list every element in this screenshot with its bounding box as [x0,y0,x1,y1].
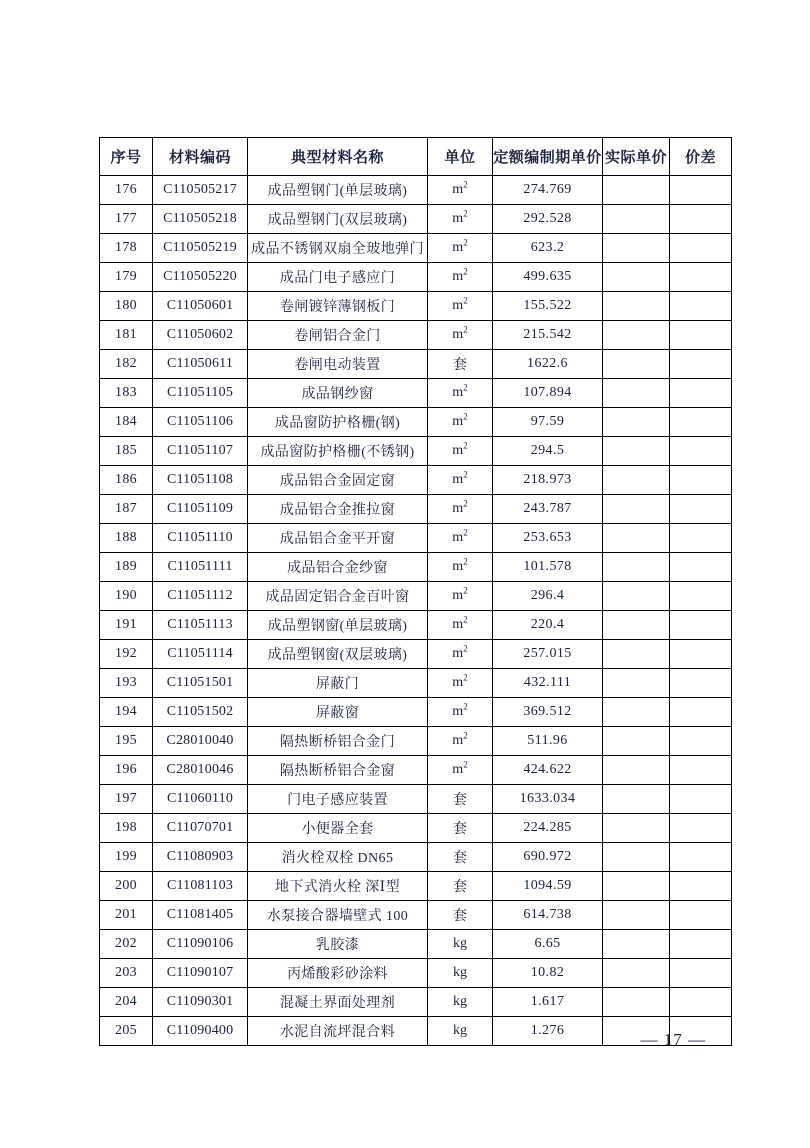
cell-base-price: 1094.59 [493,872,603,901]
cell-price-difference[interactable] [670,669,732,698]
cell-unit: $m^2$ [428,234,493,263]
cell-material-name: 隔热断桥铝合金窗 [248,756,428,785]
column-header-diff: 价差 [670,138,732,176]
table-row [100,495,732,524]
cell-material-code: C110505217 [153,176,248,205]
cell-actual-price[interactable] [603,814,670,843]
cell-actual-price[interactable] [603,495,670,524]
cell-material-name: 成品铝合金推拉窗 [248,495,428,524]
cell-unit: $m^2$ [428,582,493,611]
cell-sequence-number: 187 [100,495,153,524]
table-header [100,138,732,176]
cell-unit: kg [428,988,493,1017]
table-row [100,263,732,292]
cell-sequence-number: 195 [100,727,153,756]
cell-material-code: C28010040 [153,727,248,756]
cell-sequence-number: 197 [100,785,153,814]
cell-sequence-number: 188 [100,524,153,553]
cell-sequence-number: 177 [100,205,153,234]
cell-sequence-number: 202 [100,930,153,959]
cell-base-price: 6.65 [493,930,603,959]
cell-actual-price[interactable] [603,669,670,698]
cell-actual-price[interactable] [603,553,670,582]
cell-unit: $m^2$ [428,292,493,321]
table-row [100,727,732,756]
cell-material-code: C110505218 [153,205,248,234]
cell-price-difference[interactable] [670,292,732,321]
cell-material-name: 成品固定铝合金百叶窗 [248,582,428,611]
cell-base-price: 101.578 [493,553,603,582]
cell-price-difference[interactable] [670,872,732,901]
cell-unit: 套 [428,785,493,814]
table-row [100,872,732,901]
cell-actual-price[interactable] [603,321,670,350]
cell-unit: $m^2$ [428,437,493,466]
cell-material-name: 乳胶漆 [248,930,428,959]
cell-base-price: 369.512 [493,698,603,727]
cell-material-name: 门电子感应装置 [248,785,428,814]
table-row [100,901,732,930]
table-row [100,698,732,727]
cell-sequence-number: 196 [100,756,153,785]
cell-base-price: 1.617 [493,988,603,1017]
cell-price-difference[interactable] [670,466,732,495]
cell-price-difference[interactable] [670,321,732,350]
cell-price-difference[interactable] [670,234,732,263]
cell-base-price: 511.96 [493,727,603,756]
cell-material-code: C11050602 [153,321,248,350]
cell-material-code: C11060110 [153,785,248,814]
cell-sequence-number: 183 [100,379,153,408]
cell-sequence-number: 179 [100,263,153,292]
cell-material-code: C11051110 [153,524,248,553]
cell-unit: $m^2$ [428,466,493,495]
cell-base-price: 107.894 [493,379,603,408]
cell-unit: 套 [428,843,493,872]
cell-price-difference[interactable] [670,843,732,872]
cell-base-price: 623.2 [493,234,603,263]
cell-sequence-number: 186 [100,466,153,495]
cell-actual-price[interactable] [603,408,670,437]
cell-base-price: 614.738 [493,901,603,930]
cell-base-price: 218.973 [493,466,603,495]
table-row [100,408,732,437]
cell-material-name: 成品窗防护格栅(不锈钢) [248,437,428,466]
cell-material-name: 成品塑钢窗(双层玻璃) [248,640,428,669]
cell-actual-price[interactable] [603,785,670,814]
cell-sequence-number: 178 [100,234,153,263]
cell-material-code: C11051109 [153,495,248,524]
table-row [100,176,732,205]
cell-sequence-number: 191 [100,611,153,640]
cell-material-name: 卷闸电动装置 [248,350,428,379]
table-row [100,611,732,640]
cell-material-name: 成品铝合金固定窗 [248,466,428,495]
cell-material-name: 成品铝合金纱窗 [248,553,428,582]
cell-material-code: C11051108 [153,466,248,495]
table-body [100,176,732,1046]
cell-material-name: 成品门电子感应门 [248,263,428,292]
cell-sequence-number: 204 [100,988,153,1017]
cell-material-code: C11070701 [153,814,248,843]
cell-material-name: 成品塑钢门(单层玻璃) [248,176,428,205]
cell-material-name: 丙烯酸彩砂涂料 [248,959,428,988]
cell-unit: kg [428,959,493,988]
cell-base-price: 220.4 [493,611,603,640]
cell-unit: $m^2$ [428,205,493,234]
cell-actual-price[interactable] [603,582,670,611]
table-row [100,379,732,408]
cell-price-difference[interactable] [670,698,732,727]
cell-price-difference[interactable] [670,640,732,669]
cell-material-code: C11051114 [153,640,248,669]
cell-material-code: C11080903 [153,843,248,872]
cell-material-name: 成品钢纱窗 [248,379,428,408]
cell-price-difference[interactable] [670,524,732,553]
cell-sequence-number: 193 [100,669,153,698]
cell-material-code: C11051106 [153,408,248,437]
cell-material-name: 成品塑钢门(双层玻璃) [248,205,428,234]
cell-actual-price[interactable] [603,930,670,959]
cell-base-price: 243.787 [493,495,603,524]
cell-price-difference[interactable] [670,379,732,408]
cell-unit: $m^2$ [428,495,493,524]
cell-sequence-number: 200 [100,872,153,901]
table-row [100,205,732,234]
cell-sequence-number: 189 [100,553,153,582]
cell-price-difference[interactable] [670,785,732,814]
cell-actual-price[interactable] [603,959,670,988]
cell-unit: 套 [428,872,493,901]
cell-material-name: 水泵接合器墙壁式 100 [248,901,428,930]
cell-base-price: 499.635 [493,263,603,292]
cell-actual-price[interactable] [603,988,670,1017]
cell-price-difference[interactable] [670,553,732,582]
cell-sequence-number: 184 [100,408,153,437]
cell-actual-price[interactable] [603,727,670,756]
cell-unit: $m^2$ [428,263,493,292]
cell-actual-price[interactable] [603,292,670,321]
page-number: — 17 — [640,1030,706,1049]
cell-sequence-number: 192 [100,640,153,669]
table-row [100,582,732,611]
material-price-table-container [99,137,716,1046]
cell-actual-price[interactable] [603,872,670,901]
cell-material-name: 消火栓双栓 DN65 [248,843,428,872]
cell-material-code: C11081103 [153,872,248,901]
cell-unit: kg [428,930,493,959]
table-row [100,988,732,1017]
cell-material-code: C11051501 [153,669,248,698]
cell-actual-price[interactable] [603,379,670,408]
cell-base-price: 257.015 [493,640,603,669]
cell-sequence-number: 205 [100,1017,153,1046]
cell-unit: $m^2$ [428,756,493,785]
cell-material-name: 卷闸镀锌薄钢板门 [248,292,428,321]
cell-sequence-number: 181 [100,321,153,350]
cell-base-price: 97.59 [493,408,603,437]
cell-price-difference[interactable] [670,495,732,524]
cell-sequence-number: 203 [100,959,153,988]
cell-unit: kg [428,1017,493,1046]
cell-price-difference[interactable] [670,205,732,234]
table-row [100,437,732,466]
table-row [100,930,732,959]
cell-price-difference[interactable] [670,408,732,437]
cell-material-name: 卷闸铝合金门 [248,321,428,350]
cell-unit: $m^2$ [428,640,493,669]
cell-price-difference[interactable] [670,814,732,843]
cell-material-name: 水泥自流坪混合料 [248,1017,428,1046]
cell-unit: 套 [428,814,493,843]
cell-sequence-number: 190 [100,582,153,611]
cell-unit: $m^2$ [428,524,493,553]
table-row [100,1017,732,1046]
cell-material-name: 成品窗防护格栅(钢) [248,408,428,437]
cell-price-difference[interactable] [670,756,732,785]
cell-unit: $m^2$ [428,408,493,437]
cell-material-code: C11050601 [153,292,248,321]
cell-material-name: 隔热断桥铝合金门 [248,727,428,756]
table-row [100,321,732,350]
cell-base-price: 690.972 [493,843,603,872]
column-header-name: 典型材料名称 [248,138,428,176]
cell-actual-price[interactable] [603,263,670,292]
table-row [100,669,732,698]
cell-material-name: 地下式消火栓 深Ⅰ型 [248,872,428,901]
table-row [100,553,732,582]
cell-price-difference[interactable] [670,611,732,640]
column-header-code: 材料编码 [153,138,248,176]
cell-material-name: 成品铝合金平开窗 [248,524,428,553]
cell-base-price: 294.5 [493,437,603,466]
cell-base-price: 274.769 [493,176,603,205]
cell-material-name: 成品塑钢窗(单层玻璃) [248,611,428,640]
cell-base-price: 10.82 [493,959,603,988]
cell-base-price: 1.276 [493,1017,603,1046]
table-row [100,292,732,321]
cell-material-code: C11081405 [153,901,248,930]
cell-base-price: 1622.6 [493,350,603,379]
cell-material-code: C28010046 [153,756,248,785]
table-row [100,350,732,379]
cell-base-price: 292.528 [493,205,603,234]
table-row [100,785,732,814]
cell-price-difference[interactable] [670,176,732,205]
cell-price-difference[interactable] [670,263,732,292]
cell-base-price: 296.4 [493,582,603,611]
cell-material-code: C11051112 [153,582,248,611]
cell-sequence-number: 176 [100,176,153,205]
cell-base-price: 224.285 [493,814,603,843]
table-row [100,843,732,872]
cell-actual-price[interactable] [603,466,670,495]
column-header-seq: 序号 [100,138,153,176]
cell-material-code: C11050611 [153,350,248,379]
cell-sequence-number: 194 [100,698,153,727]
cell-unit: $m^2$ [428,611,493,640]
material-price-table [99,137,732,1046]
cell-price-difference[interactable] [670,727,732,756]
cell-unit: $m^2$ [428,669,493,698]
table-header-row [100,138,732,176]
cell-sequence-number: 180 [100,292,153,321]
table-row [100,466,732,495]
cell-material-code: C11051107 [153,437,248,466]
cell-material-code: C11051113 [153,611,248,640]
cell-base-price: 432.111 [493,669,603,698]
cell-actual-price[interactable] [603,611,670,640]
cell-unit: $m^2$ [428,321,493,350]
cell-material-name: 屏蔽窗 [248,698,428,727]
cell-actual-price[interactable] [603,756,670,785]
cell-base-price: 215.542 [493,321,603,350]
cell-unit: $m^2$ [428,698,493,727]
cell-price-difference[interactable] [670,437,732,466]
table-row [100,640,732,669]
cell-material-code: C11090107 [153,959,248,988]
cell-material-code: C11090106 [153,930,248,959]
cell-actual-price[interactable] [603,176,670,205]
cell-base-price: 1633.034 [493,785,603,814]
cell-price-difference[interactable] [670,901,732,930]
table-row [100,959,732,988]
cell-unit: 套 [428,901,493,930]
cell-price-difference[interactable] [670,930,732,959]
cell-actual-price[interactable] [603,843,670,872]
cell-material-name: 小便器全套 [248,814,428,843]
cell-actual-price[interactable] [603,234,670,263]
cell-material-name: 混凝土界面处理剂 [248,988,428,1017]
cell-price-difference[interactable] [670,988,732,1017]
column-header-actual: 实际单价 [603,138,670,176]
cell-actual-price[interactable] [603,640,670,669]
cell-sequence-number: 182 [100,350,153,379]
cell-unit: 套 [428,350,493,379]
cell-material-name: 成品不锈钢双扇全玻地弹门 [248,234,428,263]
table-row [100,234,732,263]
cell-price-difference[interactable] [670,582,732,611]
cell-material-code: C11090301 [153,988,248,1017]
cell-unit: $m^2$ [428,379,493,408]
cell-base-price: 155.522 [493,292,603,321]
cell-material-code: C11051105 [153,379,248,408]
cell-unit: $m^2$ [428,727,493,756]
cell-material-code: C110505220 [153,263,248,292]
cell-actual-price[interactable] [603,524,670,553]
table-row [100,756,732,785]
table-row [100,524,732,553]
column-header-price: 定额编制期单价 [493,138,603,176]
cell-actual-price[interactable] [603,901,670,930]
cell-actual-price[interactable] [603,205,670,234]
cell-sequence-number: 198 [100,814,153,843]
cell-material-code: C11090400 [153,1017,248,1046]
cell-material-code: C11051502 [153,698,248,727]
cell-price-difference[interactable] [670,959,732,988]
cell-base-price: 253.653 [493,524,603,553]
cell-material-code: C110505219 [153,234,248,263]
cell-actual-price[interactable] [603,698,670,727]
cell-actual-price[interactable] [603,350,670,379]
cell-unit: $m^2$ [428,176,493,205]
cell-unit: $m^2$ [428,553,493,582]
cell-sequence-number: 185 [100,437,153,466]
cell-price-difference[interactable] [670,350,732,379]
cell-sequence-number: 201 [100,901,153,930]
cell-sequence-number: 199 [100,843,153,872]
table-row [100,814,732,843]
cell-material-name: 屏蔽门 [248,669,428,698]
cell-base-price: 424.622 [493,756,603,785]
cell-material-code: C11051111 [153,553,248,582]
cell-actual-price[interactable] [603,437,670,466]
column-header-unit: 单位 [428,138,493,176]
